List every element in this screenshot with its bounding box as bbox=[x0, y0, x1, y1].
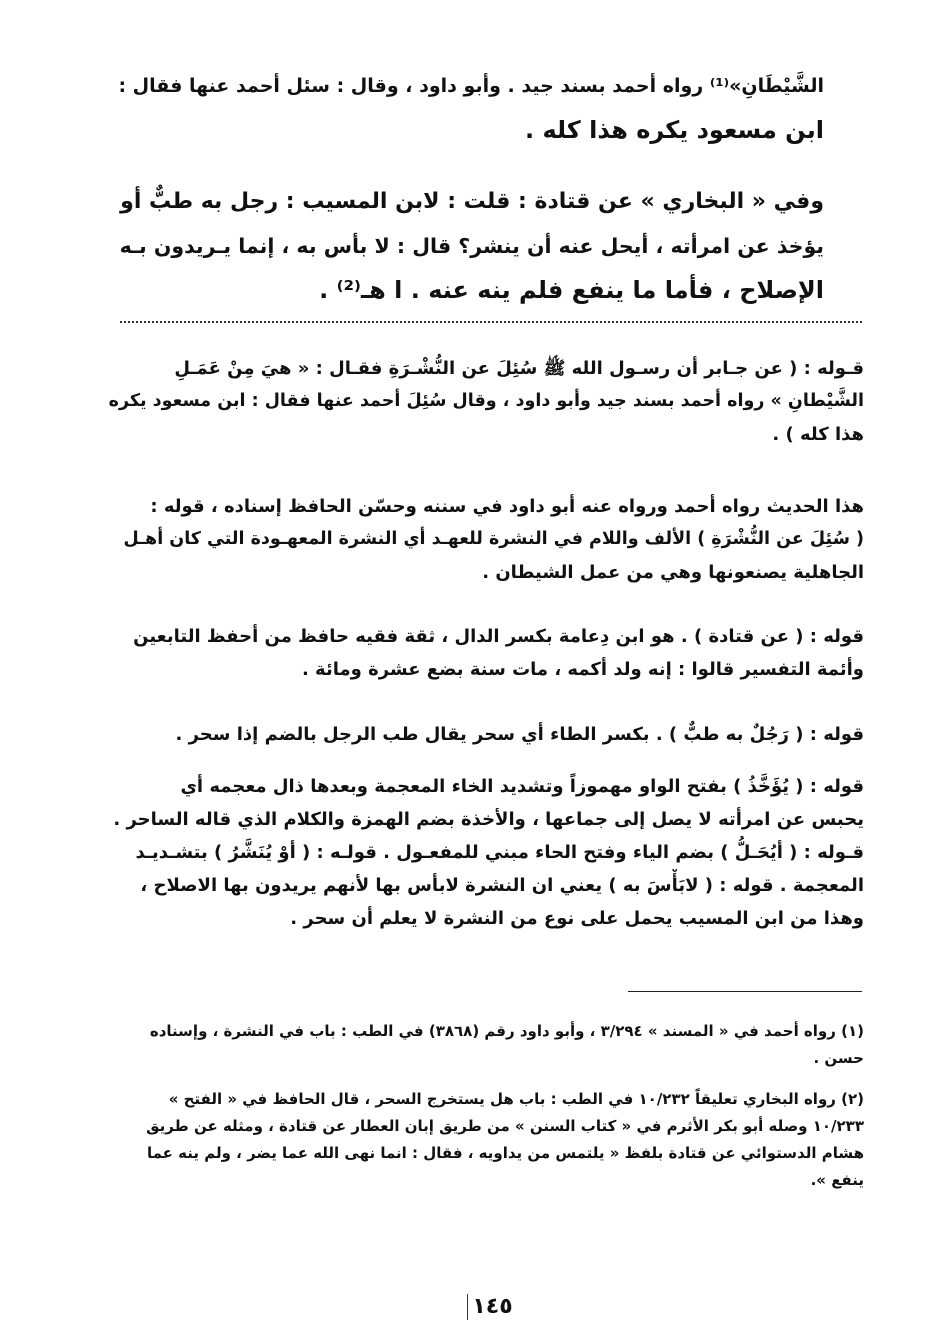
commentary-line: قوله : ( رَجُلٌ به طبٌّ ) . بكسر الطاء أي سحر يقال طب الرجل بالضم إذا سحر . bbox=[175, 724, 864, 745]
commentary-line: الجاهلية يصنعونها وهي من عمل الشيطان . bbox=[482, 562, 864, 583]
commentary-line: قوله : ( عن قتادة ) . هو ابن دِعامة بكسر الدال ، ثقة فقيه حافظ من أحفظ التابعين bbox=[133, 626, 864, 647]
commentary-line: المعجمة . قوله : ( لابَأْسَ به ) يعني ان النشرة لابأس بها لأنهم يريدون بها الاصلاح ، bbox=[140, 875, 864, 896]
commentary-line: قـوله : ( أيُحَـلُّ ) بضم الياء وفتح الحاء مبني للمفعـول . قولـه : ( أوْ يُنَشَّرُ ) بتشـديـد bbox=[135, 842, 864, 863]
commentary-line: قوله : ( يُؤَخَّذُ ) بفتح الواو مهموزاً وتشديد الخاء المعجمة وبعدها ذال معجمه أي bbox=[180, 776, 864, 797]
commentary-line: هذا الحديث رواه أحمد ورواه عنه أبو داود في سننه وحسّن الحافظ إسناده ، قوله : bbox=[150, 496, 864, 517]
page-number bbox=[440, 1294, 540, 1320]
dotted-separator bbox=[120, 321, 862, 323]
footnote-line: حسن . bbox=[813, 1049, 864, 1067]
footnote-1 bbox=[118, 1018, 864, 1072]
commentary-line: هذا كله ) . bbox=[772, 424, 864, 445]
main-text-line: الشَّيْطَانِ»⁽¹⁾ رواه أحمد بسند جيد . وأبو داود ، وقال : سئل أحمد عنها فقال : bbox=[118, 75, 824, 97]
footnote-line: ١٠/٢٣٣ وصله أبو بكر الأثرم في « كتاب السنن » من طريق إبان العطار عن قتادة ، ومثله عن طريق bbox=[146, 1117, 864, 1135]
main-text-line: يؤخذ عن امرأته ، أيحل عنه أن ينشر؟ قال : لا بأس به ، إنما يـريدون بـه bbox=[119, 234, 824, 258]
main-text-line: الإصلاح ، فأما ما ينفع فلم ينه عنه . ا هـ⁽²⁾ . bbox=[319, 276, 824, 304]
commentary-line: قـوله : ( عن جـابر أن رسـول الله ﷺ سُئِلَ عن النُّشْـرَةِ فقـال : « هيَ مِنْ عَمَـلِ bbox=[174, 358, 864, 379]
commentary-paragraph-4 bbox=[108, 718, 864, 751]
footnote-line: (٢) رواه البخاري تعليقاً ١٠/٢٣٢ في الطب : باب هل يستخرج السحر ، قال الحافظ في « الفتح » bbox=[168, 1090, 864, 1108]
commentary-paragraph-5 bbox=[108, 770, 864, 935]
commentary-line: وهذا من ابن المسيب يحمل على نوع من النشرة لا يعلم أن سحر . bbox=[290, 908, 864, 929]
main-text bbox=[108, 64, 824, 152]
main-text-line: وفي « البخاري » عن قتادة : قلت : لابن المسيب : رجل به طبٌّ أو bbox=[120, 189, 824, 214]
main-text-line: ابن مسعود يكره هذا كله . bbox=[524, 116, 824, 144]
page-number-text: ١٤٥ bbox=[472, 1294, 513, 1319]
commentary-line: ( سُئِلَ عن النُّشْرَةِ ) الألف واللام في النشرة للعهـد أي النشرة المعهـودة التي كان أهـل bbox=[123, 529, 864, 549]
commentary-paragraph-3 bbox=[108, 620, 864, 686]
commentary-line: وأئمة التفسير قالوا : إنه ولد أكمه ، مات سنة بضع عشرة ومائة . bbox=[301, 659, 864, 680]
commentary-line: الشَّيْطانِ » رواه أحمد بسند جيد وأبو داود ، وقال سُئِلَ أحمد عنها فقال : ابن مسعود يكره bbox=[108, 391, 864, 411]
commentary-line: يحبس عن امرأته لا يصل إلى جماعها ، والأخذة بضم الهمزة والكلام الذي قاله الساحر . bbox=[113, 809, 864, 830]
footnote-line: ينفع ». bbox=[810, 1171, 864, 1189]
footnote-line: (١) رواه أحمد في « المسند » ٣/٢٩٤ ، وأبو داود رقم (٣٨٦٨) في الطب : باب في النشرة ، وإسناده bbox=[149, 1022, 864, 1040]
footnote-line: هشام الدستوائي عن قتادة بلفظ « يلتمس من يداويه ، فقال : انما نهى الله عما يضر ، ولم ينه عما bbox=[146, 1144, 864, 1162]
footnote-rule bbox=[628, 991, 862, 992]
footnote-2 bbox=[118, 1086, 864, 1194]
commentary-paragraph-2 bbox=[108, 490, 864, 589]
page-number-bar bbox=[467, 1294, 468, 1320]
main-text-paragraph bbox=[108, 180, 824, 312]
commentary-paragraph-1 bbox=[108, 352, 864, 451]
